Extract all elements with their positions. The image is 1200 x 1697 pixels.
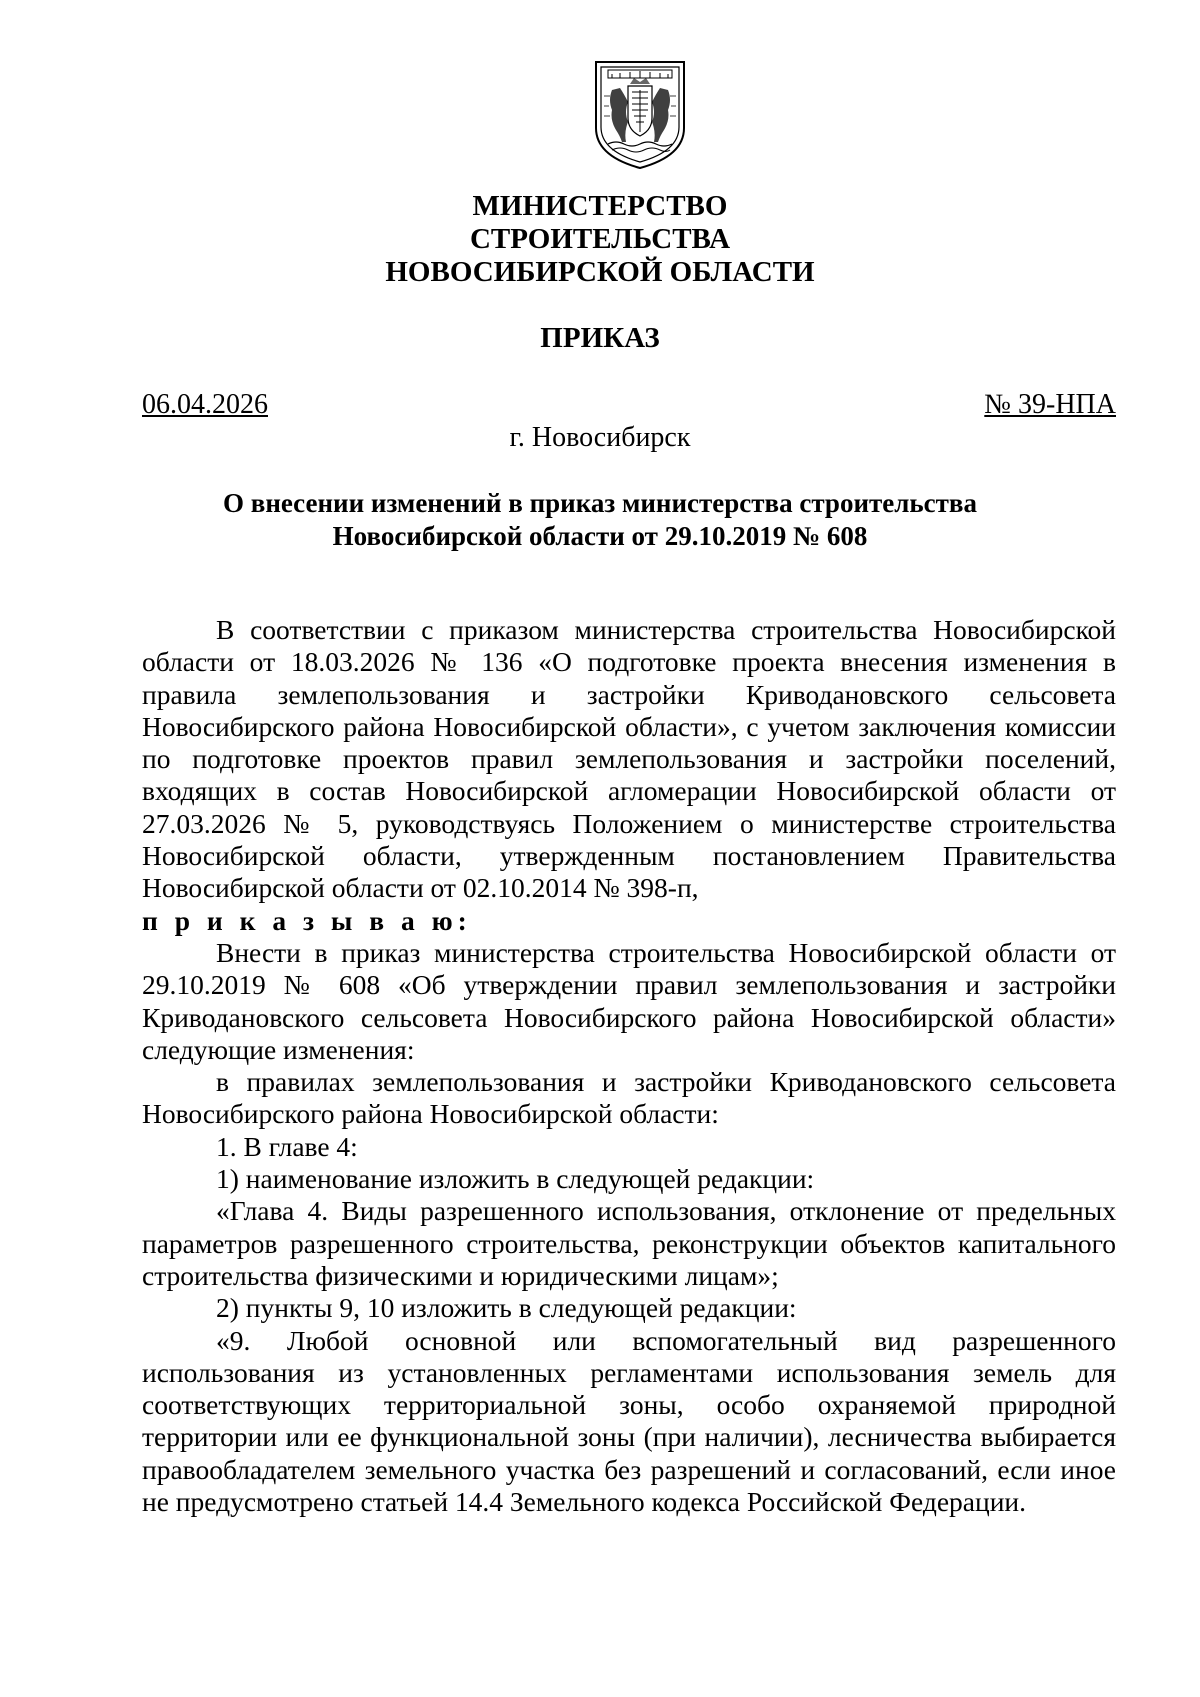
body-paragraph-7: «9. Любой основной или вспомогательный вид разрешенного использования из установленных регламентами использования земель для соответствующих территориальной зоны, особо охраняемой природной территории или ее функциональной зоны (при наличии), лесничества выбирается правообладателем земельного участка без разрешений и согласований, если иное не предусмотрено статьей 14.4 Земельного кодекса Российской Федерации.: [142, 1324, 1116, 1518]
body-paragraph-5: «Глава 4. Виды разрешенного использования, отклонение от предельных параметров разрешенного строительства, реконструкции объектов капитального строительства физическими и юридическими лицам»;: [142, 1195, 1116, 1291]
ministry-name: [0, 190, 1200, 289]
body-paragraph-2: в правилах землепользования и застройки Криводановского сельсовета Новосибирского района Новосибирской области:: [142, 1066, 1116, 1130]
document-body: [142, 614, 1116, 1518]
coat-of-arms-icon: [590, 56, 690, 172]
document-number: № 39-НПА: [984, 389, 1116, 420]
body-paragraph-3: 1. В главе 4:: [216, 1130, 358, 1162]
order-word: п р и к а з ы в а ю:: [142, 904, 472, 936]
preamble-paragraph: В соответствии с приказом министерства строительства Новосибирской области от 18.03.2026 № 136 «О подготовке проекта внесения изменения в правила землепользования и застройки Криводановского сельсовета Новосибирского района Новосибирской области», с учетом заключения комиссии по подготовке проектов правил землепользования и застройки поселений, входящих в состав Новосибирской агломерации Новосибирской области от 27.03.2026 № 5, руководствуясь Положением о министерстве строительства Новосибирской области, утвержденным постановлением Правительства Новосибирской области от 02.10.2014 № 398-п,: [142, 614, 1116, 904]
document-subject: [0, 487, 1200, 553]
subject-line-1: О внесении изменений в приказ министерства строительства: [222, 488, 978, 518]
body-paragraph-4: 1) наименование изложить в следующей редакции:: [216, 1163, 815, 1195]
ministry-line-3: НОВОСИБИРСКОЙ ОБЛАСТИ: [385, 256, 815, 288]
document-city: г. Новосибирск: [509, 422, 691, 453]
order-word-paragraph: [142, 905, 1116, 937]
body-paragraph-6: 2) пункты 9, 10 изложить в следующей редакции:: [216, 1292, 797, 1324]
document-type: ПРИКАЗ: [540, 322, 660, 354]
ministry-line-1: МИНИСТЕРСТВО: [472, 190, 728, 222]
ministry-line-2: СТРОИТЕЛЬСТВА: [469, 223, 731, 255]
document-date: 06.04.2026: [142, 389, 268, 420]
body-paragraph-1: Внести в приказ министерства строительства Новосибирской области от 29.10.2019 № 608 «Об утверждении правил землепользования и застройки Криводановского сельсовета Новосибирского района Новосибирской области» следующие изменения:: [142, 936, 1116, 1065]
subject-line-2: Новосибирской области от 29.10.2019 № 608: [332, 521, 868, 551]
